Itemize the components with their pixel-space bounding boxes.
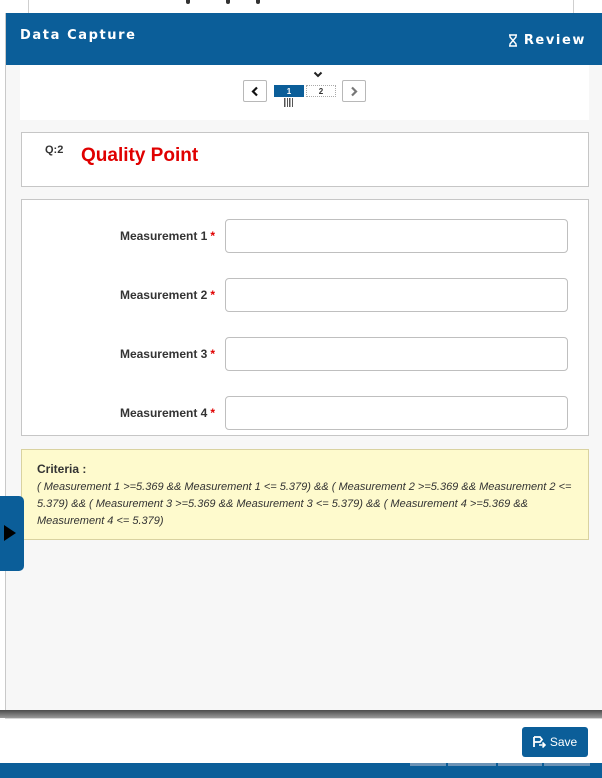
measurement-4-input[interactable] [225,396,568,430]
question-header [21,132,589,187]
measurement-row-3 [22,337,588,371]
page-chip-2[interactable]: 2 [306,85,336,97]
footer-shadow [0,710,602,718]
bottom-bar [0,763,602,778]
save-button[interactable] [522,727,588,757]
bottom-segment [498,763,542,766]
bottom-segment [448,763,496,766]
question-number: Q:2 [45,144,64,156]
save-icon [533,736,546,748]
measurement-label-text: Measurement 4 [119,406,208,420]
criteria-title: Criteria : [37,462,87,476]
measurement-row-2 [22,278,588,312]
measurement-panel [21,199,589,436]
criteria-text: ( Measurement 1 >=5.369 && Measurement 1 <= 5.379) && ( Measurement 2 >=5.369 && Measurement 2 <= 5.379) && ( Measurement 3 >=5.369 && Measurement 3 <= 5.379) && ( Measurement 4 >=5.369 && Measurement 4 <= 5.379) [37,481,572,527]
background-page [0,0,602,14]
page-chip-1[interactable]: 1 [274,85,304,97]
save-label: Save [549,735,578,749]
modal-header [6,13,602,65]
chevron-right-icon [350,86,358,97]
measurement-label [120,347,215,361]
side-drawer-toggle[interactable] [0,496,24,571]
modal-footer [5,718,602,763]
measurement-label [120,229,215,243]
caret-right-icon [3,524,17,542]
question-title: Quality Point [81,145,199,166]
bottom-segment [544,763,590,766]
required-mark: * [210,347,215,361]
barcode-icon [284,98,294,107]
required-mark: * [210,406,215,420]
page-list [274,85,336,97]
next-page-button[interactable] [342,80,366,102]
modal-title: Data Capture [20,28,137,43]
required-mark: * [210,229,215,243]
chevron-left-icon [251,86,259,97]
measurement-1-input[interactable] [225,219,568,253]
hourglass-icon [508,34,518,47]
measurement-label [120,288,215,302]
review-label: Review [523,33,586,48]
bottom-segment [410,763,446,766]
measurement-label-text: Measurement 2 [119,288,208,302]
background-edge [573,0,574,14]
background-edge [28,0,29,14]
background-mark [256,0,260,4]
required-mark: * [210,288,215,302]
review-button[interactable] [508,33,586,48]
data-capture-modal [5,13,602,778]
measurement-3-input[interactable] [225,337,568,371]
background-mark [186,0,190,4]
measurement-label-text: Measurement 1 [119,229,208,243]
measurement-row-4 [22,396,588,430]
measurement-label [120,406,215,420]
criteria-box [21,449,589,540]
previous-page-button[interactable] [243,80,267,102]
background-mark [226,0,230,4]
measurement-row-1 [22,219,588,253]
page-navigator [20,65,589,120]
chevron-down-icon[interactable] [313,71,323,78]
measurement-2-input[interactable] [225,278,568,312]
measurement-label-text: Measurement 3 [119,347,208,361]
